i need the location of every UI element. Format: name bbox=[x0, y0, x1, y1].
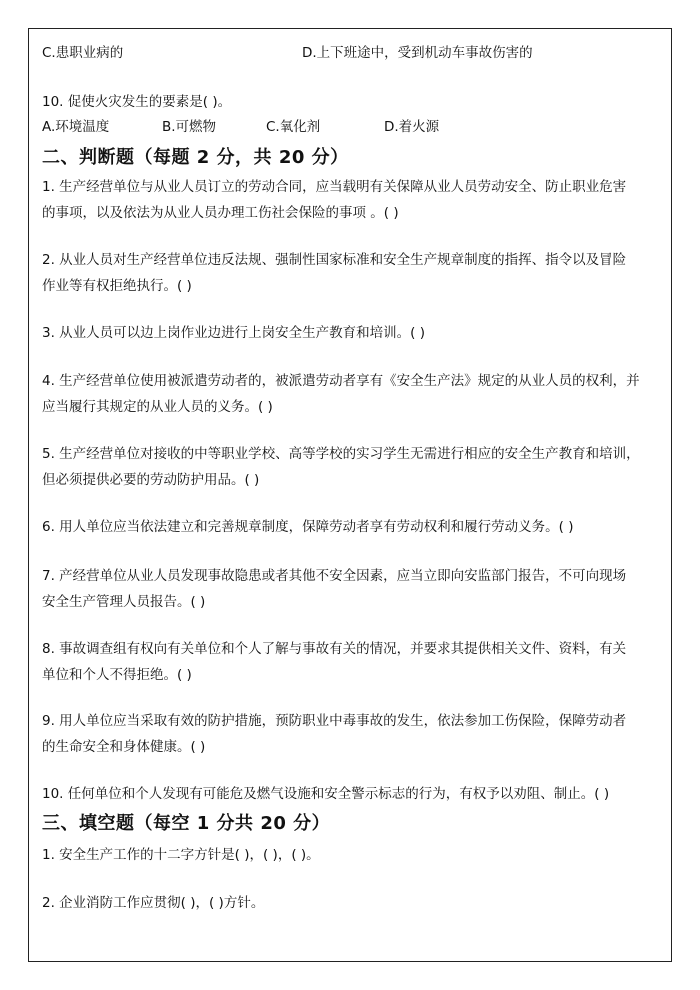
judge-item-5: 5. 生产经营单位对接收的中等职业学校、高等学校的实习学生无需进行相应的安全生产教育和培训， 但必须提供必要的劳动防护用品。( ) bbox=[42, 446, 640, 488]
judge-item-1: 1. 生产经营单位与从业人员订立的劳动合同，应当载明有关保障从业人员劳动安全、防止职业危害 的事项，以及依法为从业人员办理工伤社会保险的事项 。( ) bbox=[42, 179, 627, 221]
fill-item-2: 2. 企业消防工作应贯彻( )，( )方针。 bbox=[42, 895, 265, 911]
judge-item-10: 10. 任何单位和个人发现有可能危及燃气设施和安全警示标志的行为，有权予以劝阻、制止。( ) bbox=[42, 786, 610, 802]
question-10-option-d: D.着火源 bbox=[384, 119, 440, 135]
judge-item-7: 7. 产经营单位从业人员发现事故隐患或者其他不安全因素，应当立即向安监部门报告，不可向现场 安全生产管理人员报告。( ) bbox=[42, 568, 627, 610]
judge-item-6: 6. 用人单位应当依法建立和完善规章制度，保障劳动者享有劳动权利和履行劳动义务。( ) bbox=[42, 519, 574, 535]
question-10-option-b: B.可燃物 bbox=[162, 119, 217, 135]
option-c: C.患职业病的 bbox=[42, 45, 124, 61]
judge-item-9: 9. 用人单位应当采取有效的防护措施，预防职业中毒事故的发生，依法参加工伤保险，保障劳动者 的生命安全和身体健康。( ) bbox=[42, 713, 627, 755]
section-2-title: 二、判断题（每题 2 分，共 20 分） bbox=[42, 147, 349, 168]
question-10-option-c: C.氧化剂 bbox=[266, 119, 321, 135]
judge-item-8: 8. 事故调查组有权向有关单位和个人了解与事故有关的情况，并要求其提供相关文件、资料，有关 单位和个人不得拒绝。( ) bbox=[42, 641, 627, 683]
judge-item-2: 2. 从业人员对生产经营单位违反法规、强制性国家标准和安全生产规章制度的指挥、指令以及冒险 作业等有权拒绝执行。( ) bbox=[42, 252, 627, 294]
question-10-stem: 10. 促使火灾发生的要素是( )。 bbox=[42, 94, 232, 110]
fill-item-1: 1. 安全生产工作的十二字方针是( )，( )，( )。 bbox=[42, 847, 320, 863]
question-10-option-a: A.环境温度 bbox=[42, 119, 110, 135]
judge-item-3: 3. 从业人员可以边上岗作业边进行上岗安全生产教育和培训。( ) bbox=[42, 325, 425, 341]
judge-item-4: 4. 生产经营单位使用被派遣劳动者的，被派遣劳动者享有《安全生产法》规定的从业人员的权利，并 应当履行其规定的从业人员的义务。( ) bbox=[42, 373, 640, 415]
section-3-title: 三、填空题（每空 1 分共 20 分） bbox=[42, 813, 331, 834]
option-d: D.上下班途中，受到机动车事故伤害的 bbox=[302, 45, 533, 61]
